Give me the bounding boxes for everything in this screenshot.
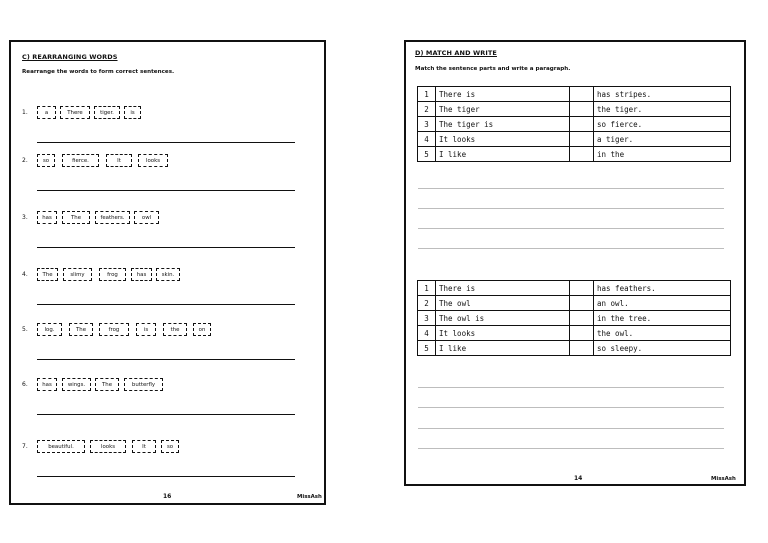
answer-line[interactable] bbox=[37, 476, 295, 477]
writing-line[interactable] bbox=[418, 428, 724, 429]
word-card[interactable]: frog bbox=[99, 268, 126, 281]
question-number: 2. bbox=[22, 157, 28, 164]
row-number: 1 bbox=[418, 281, 436, 296]
sentence-start: There is bbox=[436, 87, 570, 102]
table-row bbox=[418, 311, 731, 326]
match-box[interactable] bbox=[570, 281, 594, 296]
question-4 bbox=[11, 271, 324, 321]
row-number: 4 bbox=[418, 132, 436, 147]
table-row bbox=[418, 281, 731, 296]
answer-line[interactable] bbox=[37, 359, 295, 360]
word-card[interactable]: butterfly bbox=[124, 378, 163, 391]
question-number: 4. bbox=[22, 271, 28, 278]
word-card[interactable]: frog bbox=[99, 323, 129, 336]
word-card[interactable]: has bbox=[37, 378, 57, 391]
question-number: 7. bbox=[22, 443, 28, 450]
page-number: 14 bbox=[574, 475, 583, 482]
match-box[interactable] bbox=[570, 296, 594, 311]
writing-line[interactable] bbox=[418, 448, 724, 449]
sentence-start: The tiger bbox=[436, 102, 570, 117]
word-card[interactable]: a bbox=[37, 106, 56, 119]
answer-line[interactable] bbox=[37, 304, 295, 305]
instruction-text: Rearrange the words to form correct sentences. bbox=[22, 69, 175, 75]
writing-line[interactable] bbox=[418, 387, 724, 388]
word-card[interactable]: It bbox=[132, 440, 156, 453]
word-card[interactable]: It bbox=[106, 154, 132, 167]
question-2 bbox=[11, 157, 324, 207]
brand-label: MissAsh bbox=[711, 476, 736, 482]
word-card[interactable]: has bbox=[131, 268, 152, 281]
table-row bbox=[418, 147, 731, 162]
worksheet-page-right bbox=[404, 40, 746, 486]
sentence-end: an owl. bbox=[594, 296, 731, 311]
answer-line[interactable] bbox=[37, 247, 295, 248]
word-card[interactable]: feathers. bbox=[95, 211, 130, 224]
match-box[interactable] bbox=[570, 341, 594, 356]
table-row bbox=[418, 117, 731, 132]
word-card[interactable]: The bbox=[62, 211, 90, 224]
sentence-end: a tiger. bbox=[594, 132, 731, 147]
word-card[interactable]: is bbox=[136, 323, 156, 336]
match-box[interactable] bbox=[570, 147, 594, 162]
writing-line[interactable] bbox=[418, 248, 724, 249]
sentence-start: The owl bbox=[436, 296, 570, 311]
sentence-start: It looks bbox=[436, 326, 570, 341]
answer-line[interactable] bbox=[37, 190, 295, 191]
match-box[interactable] bbox=[570, 87, 594, 102]
table-row bbox=[418, 296, 731, 311]
answer-line[interactable] bbox=[37, 142, 295, 143]
match-box[interactable] bbox=[570, 326, 594, 341]
word-card[interactable]: log. bbox=[37, 323, 62, 336]
word-card[interactable]: has bbox=[37, 211, 57, 224]
row-number: 2 bbox=[418, 296, 436, 311]
word-card[interactable]: looks bbox=[138, 154, 168, 167]
sentence-end: the owl. bbox=[594, 326, 731, 341]
question-1 bbox=[11, 109, 324, 159]
sentence-end: so fierce. bbox=[594, 117, 731, 132]
word-card[interactable]: the bbox=[163, 323, 187, 336]
question-7 bbox=[11, 443, 324, 493]
row-number: 5 bbox=[418, 341, 436, 356]
section-title: D) MATCH AND WRITE bbox=[415, 49, 497, 57]
table-row bbox=[418, 132, 731, 147]
word-card[interactable]: fierce. bbox=[62, 154, 99, 167]
table-row bbox=[418, 102, 731, 117]
match-box[interactable] bbox=[570, 102, 594, 117]
word-card[interactable]: so bbox=[37, 154, 55, 167]
worksheet-page-left bbox=[9, 40, 326, 505]
instruction-text: Match the sentence parts and write a paragraph. bbox=[415, 66, 571, 72]
word-card[interactable]: owl bbox=[134, 211, 159, 224]
row-number: 3 bbox=[418, 117, 436, 132]
question-number: 3. bbox=[22, 214, 28, 221]
word-card[interactable]: The bbox=[69, 323, 93, 336]
answer-line[interactable] bbox=[37, 414, 295, 415]
question-number: 1. bbox=[22, 109, 28, 116]
word-card[interactable]: is bbox=[124, 106, 141, 119]
sentence-end: in the tree. bbox=[594, 311, 731, 326]
table-row bbox=[418, 87, 731, 102]
match-box[interactable] bbox=[570, 117, 594, 132]
word-card[interactable]: The bbox=[37, 268, 58, 281]
sentence-start: I like bbox=[436, 341, 570, 356]
row-number: 2 bbox=[418, 102, 436, 117]
sentence-end: has feathers. bbox=[594, 281, 731, 296]
word-card[interactable]: on bbox=[193, 323, 211, 336]
writing-line[interactable] bbox=[418, 208, 724, 209]
section-title: C) REARRANGING WORDS bbox=[22, 53, 118, 61]
word-card[interactable]: slimy bbox=[63, 268, 92, 281]
sentence-start: The tiger is bbox=[436, 117, 570, 132]
word-card[interactable]: wings. bbox=[62, 378, 91, 391]
word-card[interactable]: tiger. bbox=[94, 106, 120, 119]
brand-label: MissAsh bbox=[297, 494, 322, 500]
sentence-start: I like bbox=[436, 147, 570, 162]
word-card[interactable]: skin. bbox=[156, 268, 180, 281]
table-row bbox=[418, 326, 731, 341]
sentence-end: has stripes. bbox=[594, 87, 731, 102]
sentence-end: the tiger. bbox=[594, 102, 731, 117]
question-number: 6. bbox=[22, 381, 28, 388]
word-card[interactable]: There bbox=[60, 106, 90, 119]
question-5 bbox=[11, 326, 324, 376]
table-row bbox=[418, 341, 731, 356]
sentence-start: There is bbox=[436, 281, 570, 296]
writing-line[interactable] bbox=[418, 188, 724, 189]
word-card[interactable]: The bbox=[95, 378, 119, 391]
question-6 bbox=[11, 381, 324, 431]
match-box[interactable] bbox=[570, 311, 594, 326]
sentence-start: The owl is bbox=[436, 311, 570, 326]
question-3 bbox=[11, 214, 324, 264]
word-card[interactable]: so bbox=[161, 440, 179, 453]
question-number: 5. bbox=[22, 326, 28, 333]
writing-line[interactable] bbox=[418, 407, 724, 408]
row-number: 4 bbox=[418, 326, 436, 341]
row-number: 3 bbox=[418, 311, 436, 326]
row-number: 5 bbox=[418, 147, 436, 162]
match-table-1 bbox=[417, 86, 731, 162]
page-number: 16 bbox=[163, 493, 172, 500]
word-card[interactable]: looks bbox=[90, 440, 126, 453]
match-box[interactable] bbox=[570, 132, 594, 147]
sentence-end: in the bbox=[594, 147, 731, 162]
writing-line[interactable] bbox=[418, 228, 724, 229]
row-number: 1 bbox=[418, 87, 436, 102]
sentence-end: so sleepy. bbox=[594, 341, 731, 356]
sentence-start: It looks bbox=[436, 132, 570, 147]
match-table-2 bbox=[417, 280, 731, 356]
word-card[interactable]: beautiful. bbox=[37, 440, 85, 453]
